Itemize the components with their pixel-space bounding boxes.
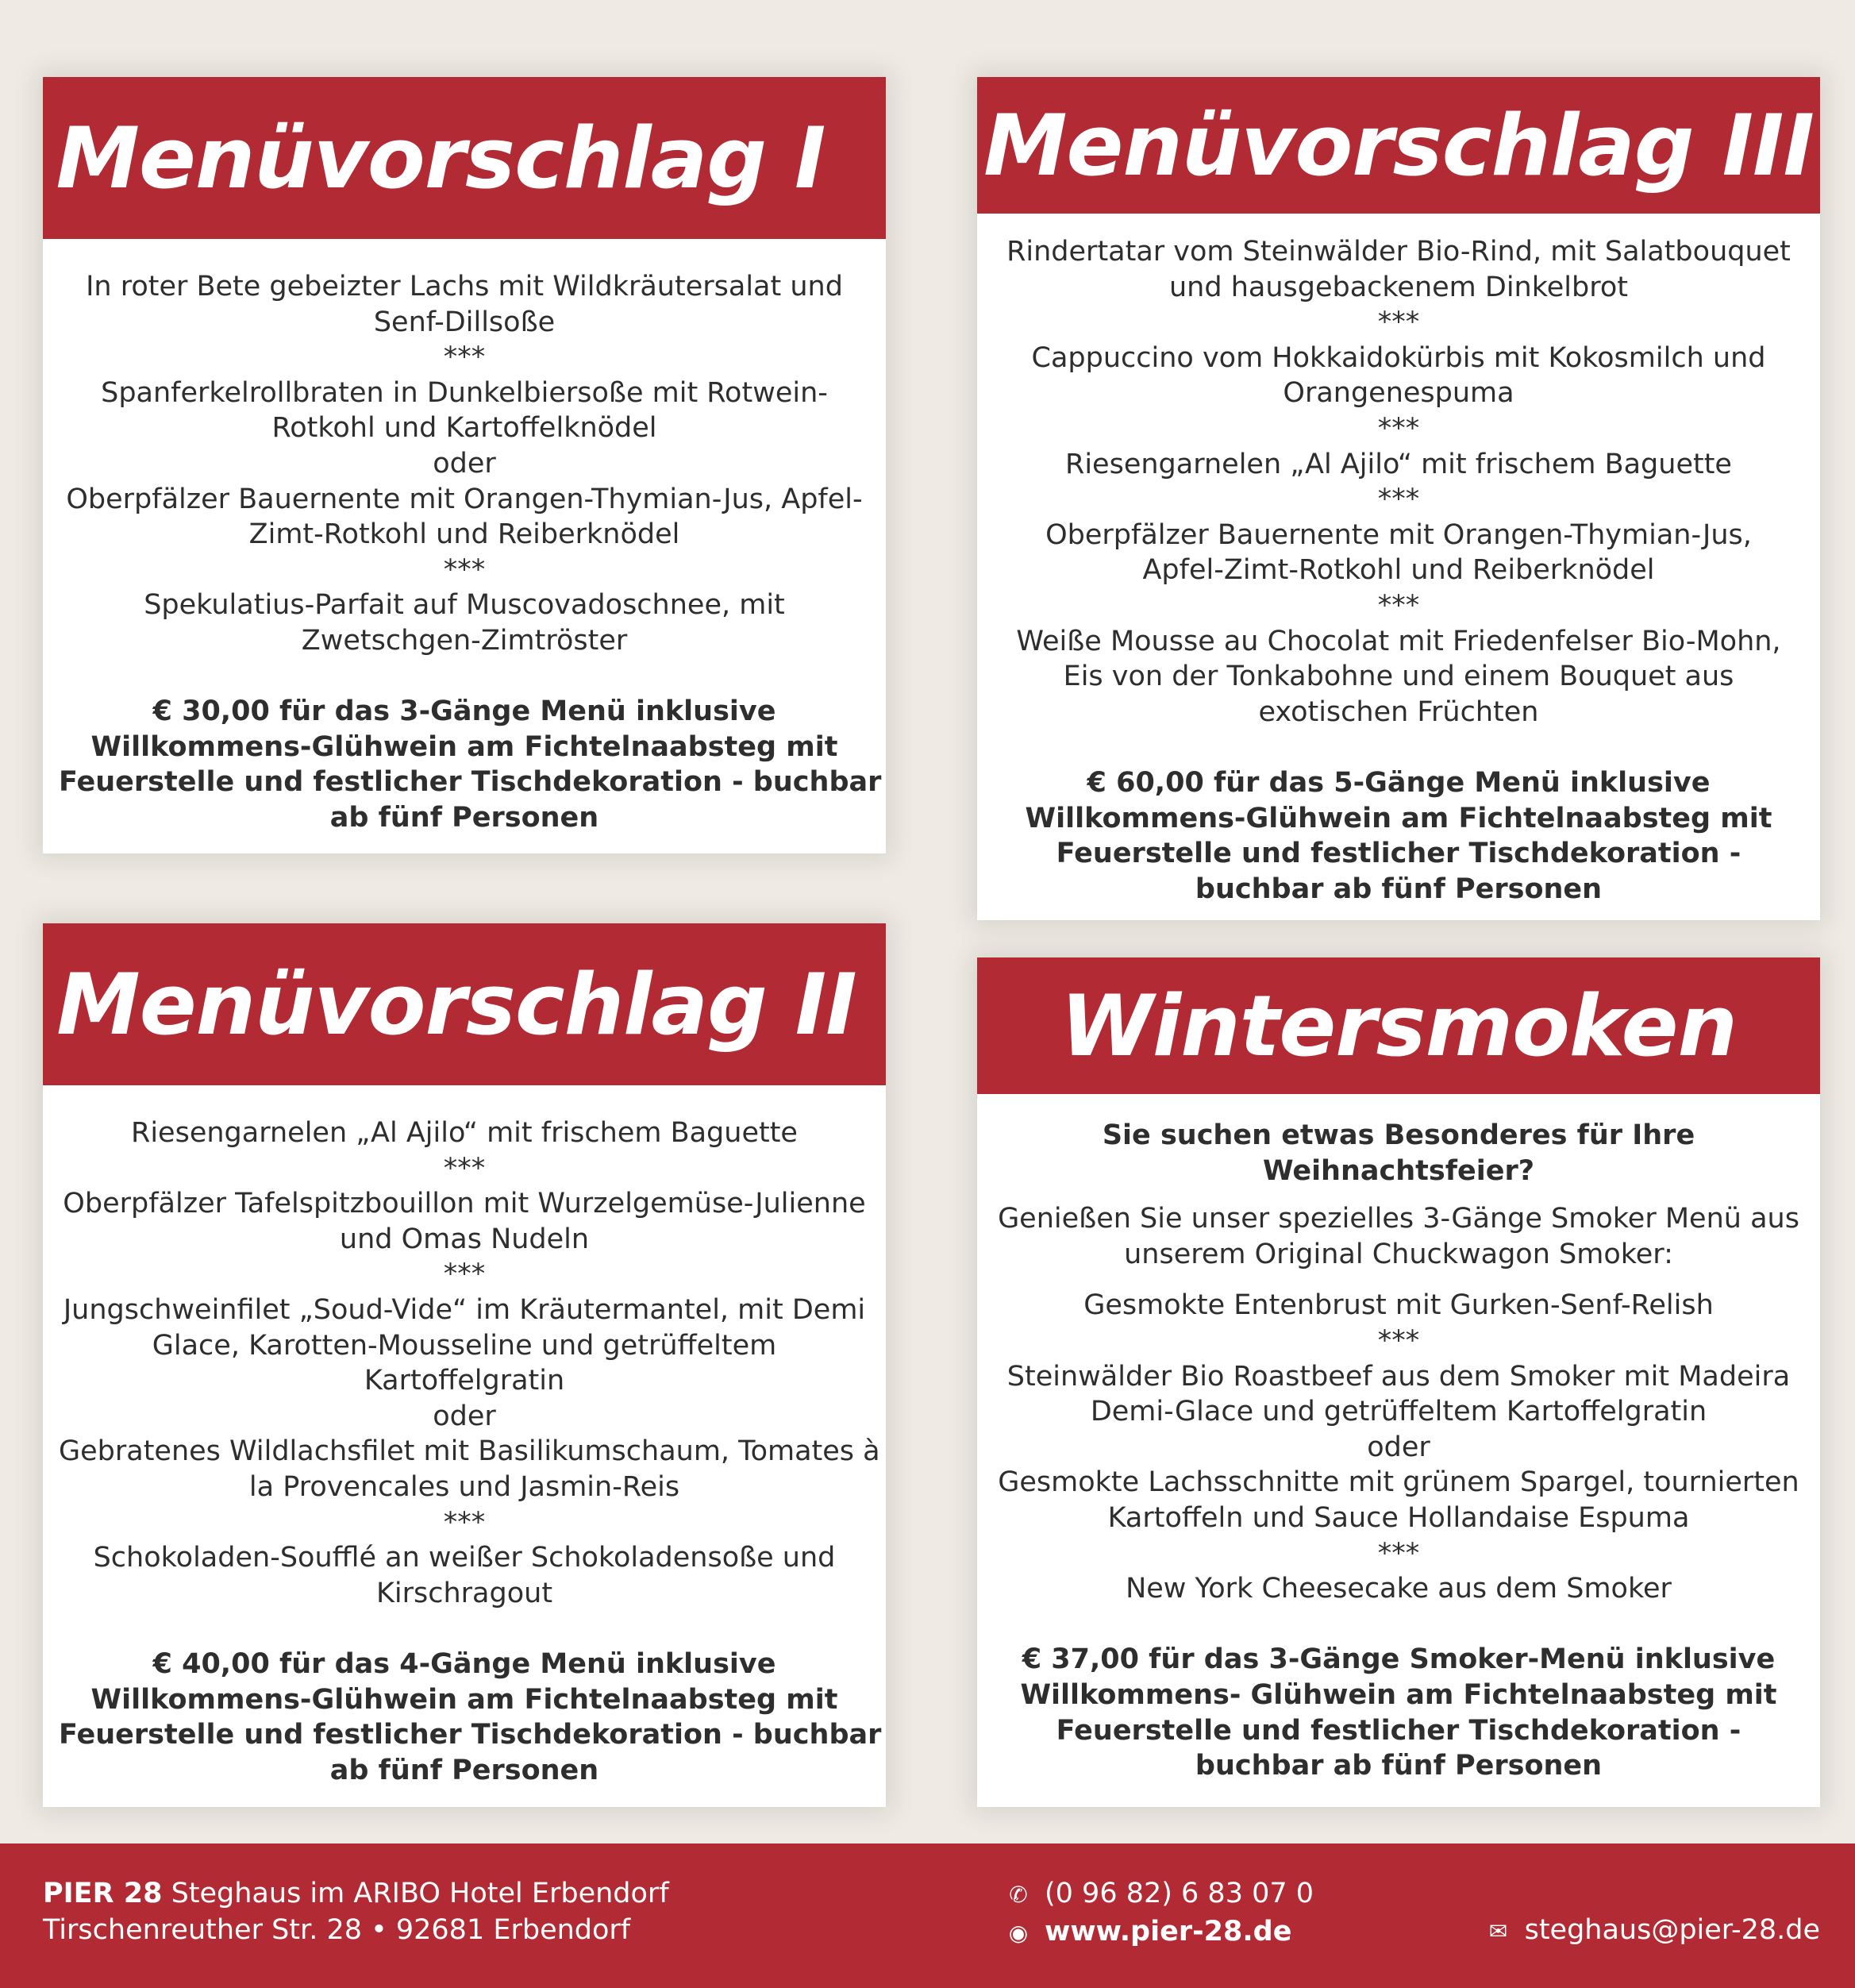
price-line: ab fünf Personen: [329, 801, 599, 834]
price-line: Feuerstelle und festlicher Tischdekoration - buchbar: [59, 766, 882, 799]
menu-line: Cappuccino vom Hokkaidokürbis mit Kokosmilch und: [1031, 341, 1766, 374]
menu-line: Spekulatius-Parfait auf Muscovadoschnee, mit: [144, 589, 785, 622]
footer-address-block: [43, 1875, 669, 1948]
menu-line: Demi-Glace und getrüffeltem Kartoffelgratin: [1090, 1396, 1707, 1428]
menu-title: Menüvorschlag I: [43, 77, 886, 239]
menu-line: Kirschragout: [375, 1577, 553, 1609]
separator: ***: [443, 553, 486, 586]
menu-title: Menüvorschlag III: [977, 77, 1820, 214]
price-line: Willkommens-Glühwein am Fichtelnaabsteg mit: [90, 1683, 838, 1716]
menu-line: Rindertatar vom Steinwälder Bio-Rind, mit Salatbouquet: [1006, 236, 1791, 268]
menu-line: Riesengarnelen „Al Ajilo“ mit frischem Baguette: [1065, 448, 1732, 480]
separator: ***: [1377, 589, 1420, 622]
price-line: Feuerstelle und festlicher Tischdekoration -: [1056, 838, 1741, 870]
menu-line: Gesmokte Entenbrust mit Gurken-Senf-Relish: [1083, 1289, 1714, 1322]
menu-line: Spanferkelrollbraten in Dunkelbiersoße mit Rotwein-: [101, 376, 828, 409]
menu-line: la Provencales und Jasmin-Reis: [248, 1470, 680, 1503]
separator: ***: [443, 1152, 486, 1185]
menu-line: Zimt-Rotkohl und Reiberknödel: [248, 518, 680, 551]
phone-number[interactable]: (0 96 82) 6 83 07 0: [1045, 1878, 1314, 1909]
menu-line: Kartoffeln und Sauce Hollandaise Espuma: [1107, 1501, 1690, 1534]
menu-line: Steinwälder Bio Roastbeef aus dem Smoker mit Madeira: [1006, 1360, 1791, 1393]
menu-body: [43, 1085, 886, 1788]
price-line: buchbar ab fünf Personen: [1195, 1750, 1603, 1782]
menu-line: Apfel-Zimt-Rotkohl und Reiberknödel: [1142, 554, 1655, 587]
menu-line: Eis von der Tonkabohne und einem Bouquet aus: [1063, 661, 1734, 693]
separator: ***: [443, 341, 486, 374]
separator: ***: [1377, 412, 1420, 445]
separator: ***: [443, 1258, 486, 1291]
separator: ***: [443, 1506, 486, 1539]
website-link[interactable]: www.pier-28.de: [1045, 1916, 1292, 1948]
question-line: Sie suchen etwas Besonderes für Ihre: [1102, 1119, 1695, 1151]
menu-line: Riesengarnelen „Al Ajilo“ mit frischem Baguette: [131, 1117, 798, 1149]
menu-line: Orangenespuma: [1283, 377, 1514, 410]
separator: ***: [1377, 306, 1420, 339]
globe-icon: ◉: [1008, 1920, 1029, 1946]
price-line: € 37,00 für das 3-Gänge Smoker-Menü inklusive: [1022, 1643, 1776, 1676]
menu-line: Schokoladen-Soufflé an weißer Schokoladensoße und: [93, 1542, 836, 1574]
menu-line: Kartoffelgratin: [364, 1365, 565, 1397]
menu-line: Zwetschgen-Zimtröster: [301, 624, 628, 657]
footer-contact-block: [1006, 1875, 1314, 1951]
menu-card-4: [977, 957, 1820, 1807]
menu-line: und hausgebackenem Dinkelbrot: [1168, 271, 1628, 303]
separator: ***: [1377, 484, 1420, 516]
price-line: buchbar ab fünf Personen: [1195, 873, 1603, 905]
separator: ***: [1377, 1537, 1420, 1570]
menu-line: Jungschweinfilet „Soud-Vide“ im Kräutermantel, mit Demi: [63, 1293, 866, 1326]
menu-line: oder: [1367, 1431, 1430, 1463]
menu-line: oder: [433, 447, 496, 480]
phone-icon: ✆: [1009, 1882, 1028, 1908]
menu-line: Gebratenes Wildlachsfilet mit Basilikumschaum, Tomates à: [59, 1435, 880, 1468]
footer-mail-block: [1487, 1912, 1820, 1950]
menu-line: Oberpfälzer Bauernente mit Orangen-Thymian-Jus,: [1045, 518, 1752, 551]
question-line: Weihnachtsfeier?: [1262, 1154, 1535, 1187]
menu-body: [977, 1094, 1820, 1784]
menu-card-3: [977, 77, 1820, 920]
menu-body: [43, 239, 886, 836]
price-line: € 60,00 für das 5-Gänge Menü inklusive: [1087, 766, 1711, 799]
price-line: € 30,00 für das 3-Gänge Menü inklusive: [152, 695, 776, 728]
intro-line: unserem Original Chuckwagon Smoker:: [1124, 1238, 1673, 1270]
price-line: Feuerstelle und festlicher Tischdekoration -: [1056, 1714, 1741, 1747]
brand-name: PIER 28: [43, 1878, 163, 1909]
footer: [0, 1844, 1855, 1988]
menu-line: oder: [433, 1400, 496, 1432]
menu-line: New York Cheesecake aus dem Smoker: [1126, 1573, 1672, 1605]
price-line: Feuerstelle und festlicher Tischdekoration - buchbar: [59, 1719, 882, 1751]
menu-title: Wintersmoken: [977, 957, 1820, 1094]
envelope-icon: ✉: [1488, 1918, 1508, 1944]
menu-line: Rotkohl und Kartoffelknödel: [271, 412, 657, 445]
address: Tirschenreuther Str. 28 • 92681 Erbendorf: [43, 1914, 631, 1946]
price-line: Willkommens-Glühwein am Fichtelnaabsteg mit: [90, 730, 838, 763]
intro-line: Genießen Sie unser spezielles 3-Gänge Smoker Menü aus: [998, 1203, 1799, 1235]
menu-line: Oberpfälzer Tafelspitzbouillon mit Wurzelgemüse-Julienne: [63, 1188, 866, 1220]
price-line: Willkommens-Glühwein am Fichtelnaabsteg mit: [1025, 802, 1772, 834]
menu-card-1: [43, 77, 886, 853]
menu-line: Weiße Mousse au Chocolat mit Friedenfelser Bio-Mohn,: [1016, 625, 1781, 657]
menu-line: Senf-Dillsoße: [373, 306, 556, 338]
email-link[interactable]: steghaus@pier-28.de: [1524, 1914, 1820, 1946]
menu-line: Oberpfälzer Bauernente mit Orangen-Thymian-Jus, Apfel-: [66, 483, 863, 515]
menu-card-2: [43, 923, 886, 1807]
separator: ***: [1377, 1324, 1420, 1357]
brand-subtitle: Steghaus im ARIBO Hotel Erbendorf: [162, 1878, 669, 1909]
menu-line: Glace, Karotten-Mousseline und getrüffeltem: [152, 1329, 777, 1362]
menu-title: Menüvorschlag II: [43, 923, 886, 1085]
menu-line: und Omas Nudeln: [339, 1223, 590, 1255]
menu-line: exotischen Früchten: [1258, 695, 1539, 728]
price-line: € 40,00 für das 4-Gänge Menü inklusive: [152, 1647, 776, 1680]
menu-line: In roter Bete gebeizter Lachs mit Wildkräutersalat und: [86, 271, 843, 302]
price-line: Willkommens- Glühwein am Fichtelnaabsteg mit: [1020, 1678, 1777, 1711]
price-line: ab fünf Personen: [329, 1754, 599, 1786]
menu-line: Gesmokte Lachsschnitte mit grünem Spargel, tournierten: [998, 1466, 1799, 1499]
menu-body: [977, 214, 1820, 907]
